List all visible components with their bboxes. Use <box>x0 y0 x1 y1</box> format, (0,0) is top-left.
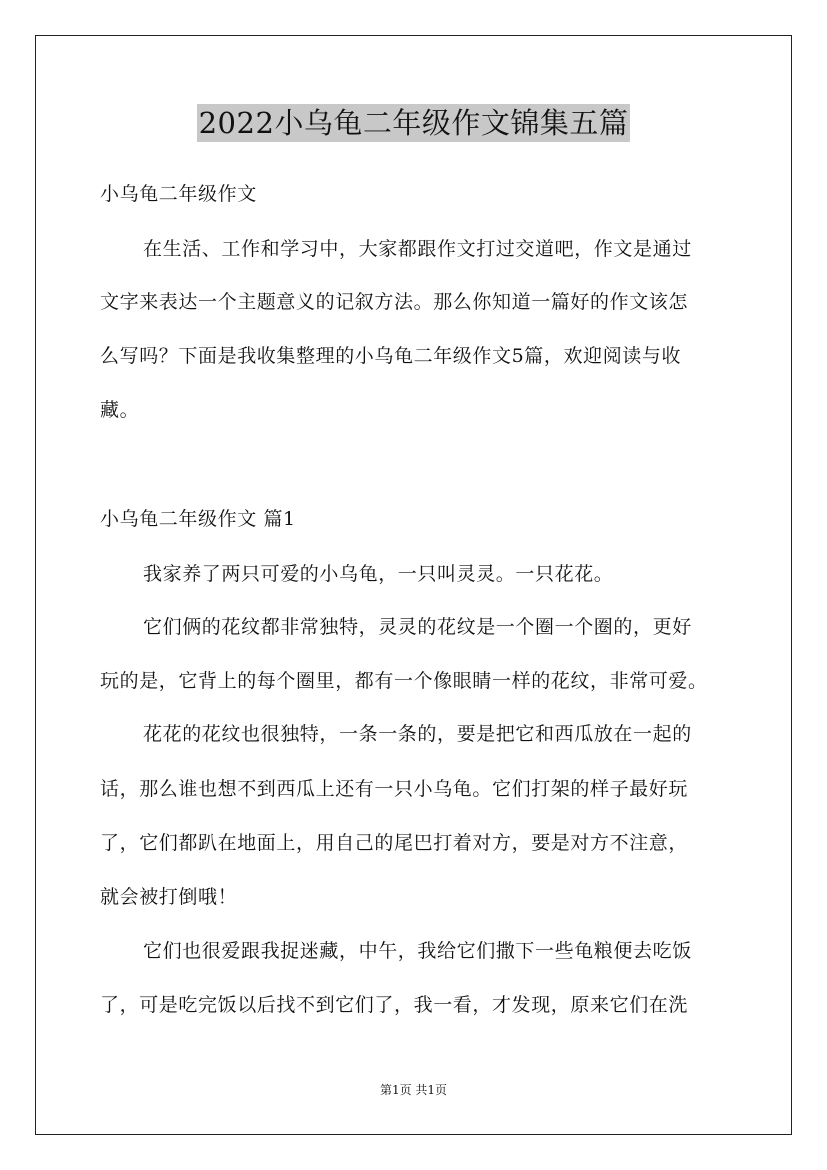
page-footer: 第1页 共1页 <box>379 1083 448 1097</box>
paragraph-line: 花花的花纹也很独特，一条一条的，要是把它和西瓜放在一起的 <box>143 723 692 745</box>
paragraph-line: 藏。 <box>100 399 140 421</box>
paragraph-line: 玩的是，它背上的每个圈里，都有一个像眼睛一样的花纹，非常可爱。 <box>100 670 708 692</box>
paragraph-line: 我家养了两只可爱的小乌龟，一只叫灵灵。一只花花。 <box>143 563 614 585</box>
paragraph-line: 了，它们都趴在地面上，用自己的尾巴打着对方，要是对方不注意， <box>100 832 689 854</box>
paragraph-line: 在生活、工作和学习中，大家都跟作文打过交道吧，作文是通过 <box>143 238 692 260</box>
paragraph-line: 了，可是吃完饭以后找不到它们了，我一看，才发现，原来它们在洗 <box>100 994 689 1016</box>
title-container <box>0 104 827 142</box>
section-heading-part1: 小乌龟二年级作文 篇1 <box>100 508 296 530</box>
section-heading-intro: 小乌龟二年级作文 <box>100 183 257 205</box>
paragraph-line: 它们俩的花纹都非常独特，灵灵的花纹是一个圈一个圈的，更好 <box>143 616 692 638</box>
paragraph-line: 话，那么谁也想不到西瓜上还有一只小乌龟。它们打架的样子最好玩 <box>100 778 689 800</box>
paragraph-line: 就会被打倒哦！ <box>100 886 238 908</box>
document-title: 2022小乌龟二年级作文锦集五篇 <box>198 106 629 140</box>
paragraph-line: 么写吗？下面是我收集整理的小乌龟二年级作文5篇，欢迎阅读与收 <box>100 345 682 367</box>
paragraph-line: 文字来表达一个主题意义的记叙方法。那么你知道一篇好的作文该怎 <box>100 291 689 313</box>
paragraph-line: 它们也很爱跟我捉迷藏，中午，我给它们撒下一些龟粮便去吃饭 <box>143 940 692 962</box>
